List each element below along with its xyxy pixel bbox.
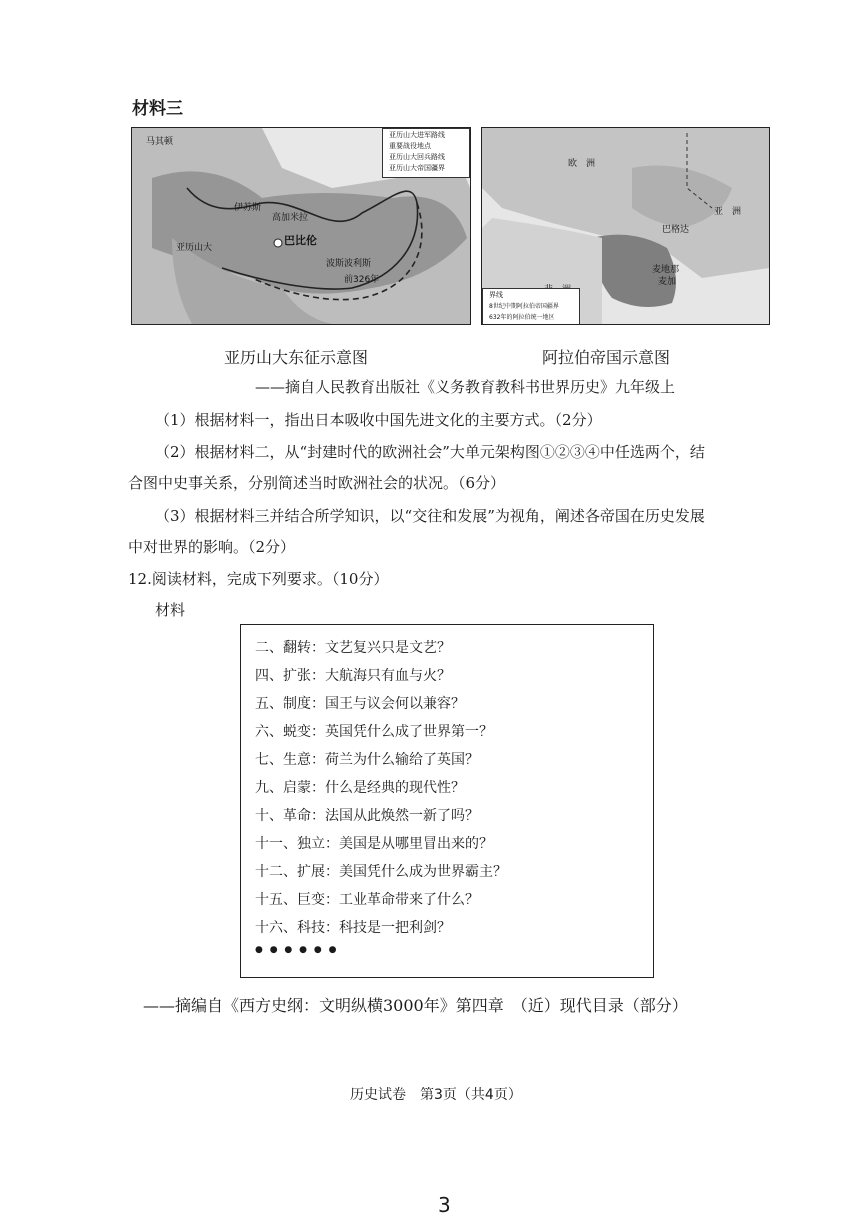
toc-item: 二、翻转：文艺复兴只是文艺？ bbox=[255, 640, 451, 656]
map2-legend-item: 界线 bbox=[489, 291, 503, 299]
map2-label-asia: 亚 洲 bbox=[714, 207, 742, 217]
map2-legend-item: 632年的阿拉伯统一地区 bbox=[489, 314, 555, 321]
page-number: 3 bbox=[438, 1193, 451, 1217]
question-1: （1）根据材料一，指出日本吸收中国先进文化的主要方式。（2分） bbox=[155, 411, 602, 429]
toc-item: 四、扩张：大航海只有血与火？ bbox=[255, 668, 451, 684]
toc-item: 十、革命：法国从此焕然一新了吗？ bbox=[255, 808, 479, 824]
page-footer: 历史试卷 第3页（共4页） bbox=[350, 1087, 522, 1103]
question-12: 12.阅读材料，完成下列要求。（10分） bbox=[128, 570, 389, 588]
map1-label-greece: 马其顿 bbox=[146, 137, 174, 147]
toc-item: 十五、巨变：工业革命带来了什么？ bbox=[255, 892, 479, 908]
toc-ellipsis: ● ● ● ● ● ● bbox=[255, 945, 339, 955]
map2-label-europe: 欧 洲 bbox=[568, 159, 596, 169]
map2-label-mecca: 麦加 bbox=[658, 277, 677, 287]
map1-legend-item: 亚历山大帝国疆界 bbox=[389, 164, 445, 172]
map1-legend bbox=[382, 128, 470, 178]
map1-legend-item: 亚历山大进军路线 bbox=[389, 131, 445, 139]
map1-caption: 亚历山大东征示意图 bbox=[224, 348, 369, 367]
map1-label-year: 前326年 bbox=[344, 275, 380, 285]
source-citation-2: ——摘编自《西方史纲：文明纵横3000年》第四章 （近）现代目录（部分） bbox=[143, 996, 688, 1015]
map1-label-gaugamela: 高加米拉 bbox=[272, 213, 309, 223]
toc-item: 五、制度：国王与议会何以兼容？ bbox=[255, 696, 465, 712]
question-2-line-2: 合图中史事关系，分别简述当时欧洲社会的状况。（6分） bbox=[128, 474, 506, 492]
map1-label-babylon: 巴比伦 bbox=[284, 234, 317, 247]
question-3-line-1: （3）根据材料三并结合所学知识，以“交往和发展”为视角，阐述各帝国在历史发展 bbox=[155, 507, 705, 525]
arab-empire-map bbox=[481, 127, 770, 325]
toc-item: 九、启蒙：什么是经典的现代性？ bbox=[255, 780, 465, 796]
map2-label-baghdad: 巴格达 bbox=[662, 225, 690, 235]
map2-legend bbox=[482, 288, 580, 325]
table-of-contents-box bbox=[240, 624, 654, 978]
question-2-line-1: （2）根据材料二，从“封建时代的欧洲社会”大单元架构图①②③④中任选两个，结 bbox=[155, 443, 705, 461]
source-citation-1: ——摘自人民教育出版社《义务教育教科书世界历史》九年级上 bbox=[255, 378, 676, 396]
toc-item: 七、生意：荷兰为什么输给了英国？ bbox=[255, 752, 479, 768]
material-label: 材料 bbox=[155, 601, 186, 619]
toc-item: 十六、科技：科技是一把利剑？ bbox=[255, 920, 451, 936]
alexander-campaign-map bbox=[131, 127, 471, 325]
material-three-heading: 材料三 bbox=[132, 99, 183, 119]
toc-item: 十二、扩展：美国凭什么成为世界霸主？ bbox=[255, 864, 507, 880]
map1-legend-item: 亚历山大回兵路线 bbox=[389, 153, 445, 161]
map1-label-issus: 伊苏斯 bbox=[234, 203, 262, 213]
question-3-line-2: 中对世界的影响。（2分） bbox=[128, 538, 296, 556]
map2-caption: 阿拉伯帝国示意图 bbox=[542, 348, 671, 367]
map1-label-persepolis: 波斯波利斯 bbox=[326, 259, 372, 269]
map2-legend-item: 8世纪中期阿拉伯帝国疆界 bbox=[489, 303, 559, 310]
map1-label-alexandria: 亚历山大 bbox=[176, 243, 213, 253]
toc-item: 六、蜕变：英国凭什么成了世界第一？ bbox=[255, 724, 493, 740]
map2-label-medina: 麦地那 bbox=[652, 265, 680, 275]
map1-legend-item: 重要战役地点 bbox=[389, 142, 431, 150]
toc-item: 十一、独立：美国是从哪里冒出来的？ bbox=[255, 836, 493, 852]
